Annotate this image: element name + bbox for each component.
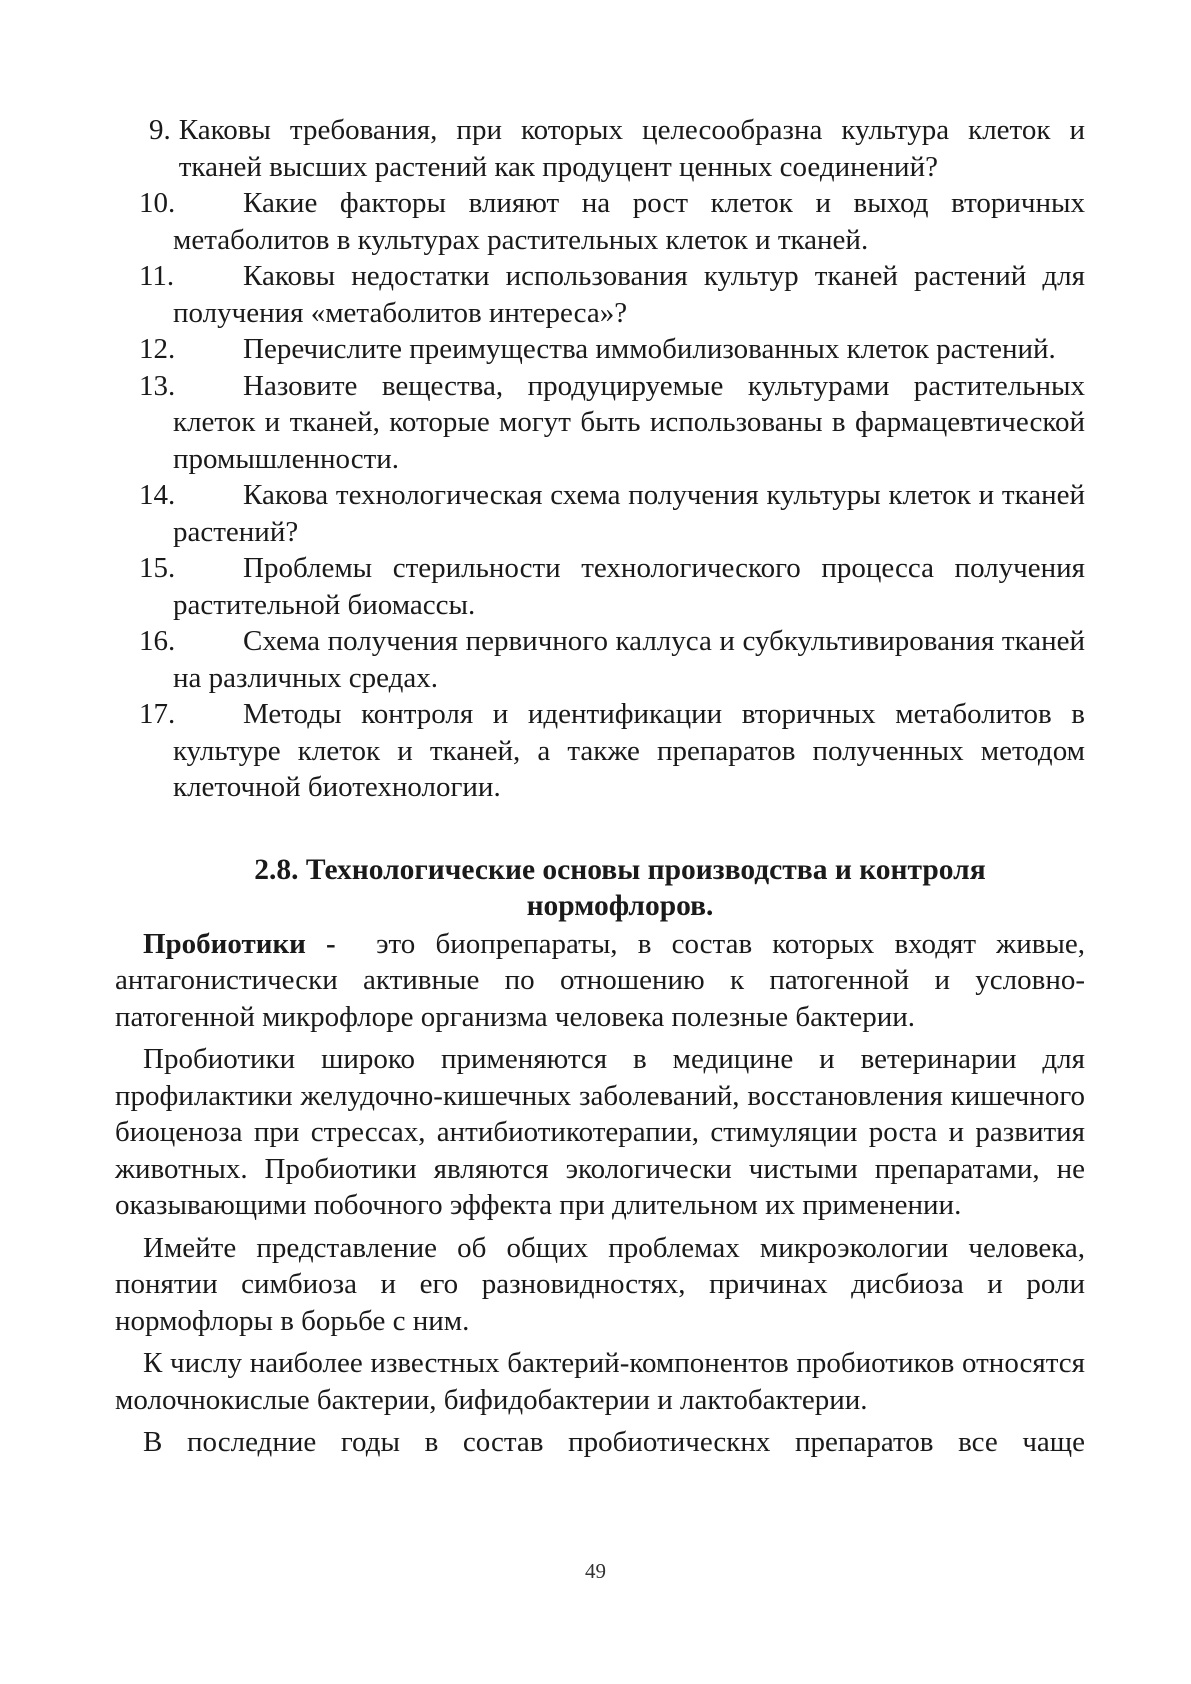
question-item: [115, 477, 1085, 550]
question-number: 10.: [139, 187, 176, 219]
question-item: [115, 258, 1085, 331]
page-number: 49: [585, 1559, 606, 1583]
question-number: 13.: [139, 369, 176, 402]
section-heading-line: 2.8. Технологические основы производства и контроля: [254, 853, 986, 886]
question-number: 14.: [139, 479, 176, 511]
question-number: 11.: [139, 260, 175, 292]
paragraph: [115, 926, 1085, 1036]
question-item: [115, 550, 1085, 623]
term-definition: Пробиотики -: [143, 927, 336, 960]
question-number: 12.: [139, 333, 176, 365]
question-text: Перечислите преимущества иммобилизованных клеток растений.: [243, 333, 1056, 365]
question-number: 16.: [139, 625, 176, 657]
paragraph: В последние годы в состав пробиотическнх препаратов все чаще: [143, 1426, 1085, 1458]
paragraph: Имейте представление об общих проблемах микроэкологии человека, понятии симбиоза и его разновидностях, причинах дисбиоза и роли нормофлоры в борьбе с ним.: [115, 1231, 1085, 1337]
paragraph: Пробиотики широко применяются в медицине и ветеринарии для профилактики желудочно-кишечных заболеваний, восстановления кишечного биоценоза при стрессах, антибиотикотерапии, стимуляции роста и развития животных. Пробиотики являются экологически чистыми препаратами, не оказывающими побочного эффекта при длительном их применении.: [115, 1043, 1085, 1221]
question-number: 9.: [149, 114, 171, 146]
question-item: [115, 185, 1085, 258]
question-item: [115, 331, 1085, 368]
question-item: [115, 112, 1085, 185]
question-text: Назовите вещества, продуцируемые культурами растительных клеток и тканей, которые могут быть использованы в фармацевтической промышленности.: [173, 369, 1085, 475]
question-text: Каковы требования, при которых целесообразна культура клеток и тканей высших растений как продуцент ценных соединений?: [178, 114, 1085, 183]
section-heading-line: нормофлоров.: [526, 889, 714, 922]
question-item: [115, 696, 1085, 806]
paragraph-text: это биопрепараты, в состав которых входят живые, антагонистически активные по отношению к патогенной и условно-патогенной микрофлоре организма человека полезные бактерии.: [115, 927, 1086, 1033]
question-text: Каковы недостатки использования культур тканей растений для получения «метаболитов интереса»?: [173, 260, 1085, 329]
question-item: [115, 623, 1085, 696]
question-text: Схема получения первичного каллуса и субкультивирования тканей на различных средах.: [173, 625, 1085, 694]
section-heading: [115, 852, 1085, 924]
question-text: Какие факторы влияют на рост клеток и выход вторичных метаболитов в культурах растительных клеток и тканей.: [173, 187, 1085, 256]
question-number: 15.: [139, 552, 176, 584]
question-text: Методы контроля и идентификации вторичных метаболитов в культуре клеток и тканей, а также препаратов полученных методом клеточной биотехнологии.: [173, 698, 1085, 803]
page-content: [115, 112, 1085, 1461]
question-item: [115, 368, 1085, 478]
paragraph: К числу наиболее известных бактерий-компонентов пробиотиков относятся молочнокислые бактерии, бифидобактерии и лактобактерии.: [115, 1347, 1085, 1416]
question-text: Проблемы стерильности технологического процесса получения растительной биомассы.: [173, 552, 1085, 621]
question-text: Какова технологическая схема получения культуры клеток и тканей растений?: [173, 479, 1085, 548]
question-number: 17.: [139, 698, 176, 730]
